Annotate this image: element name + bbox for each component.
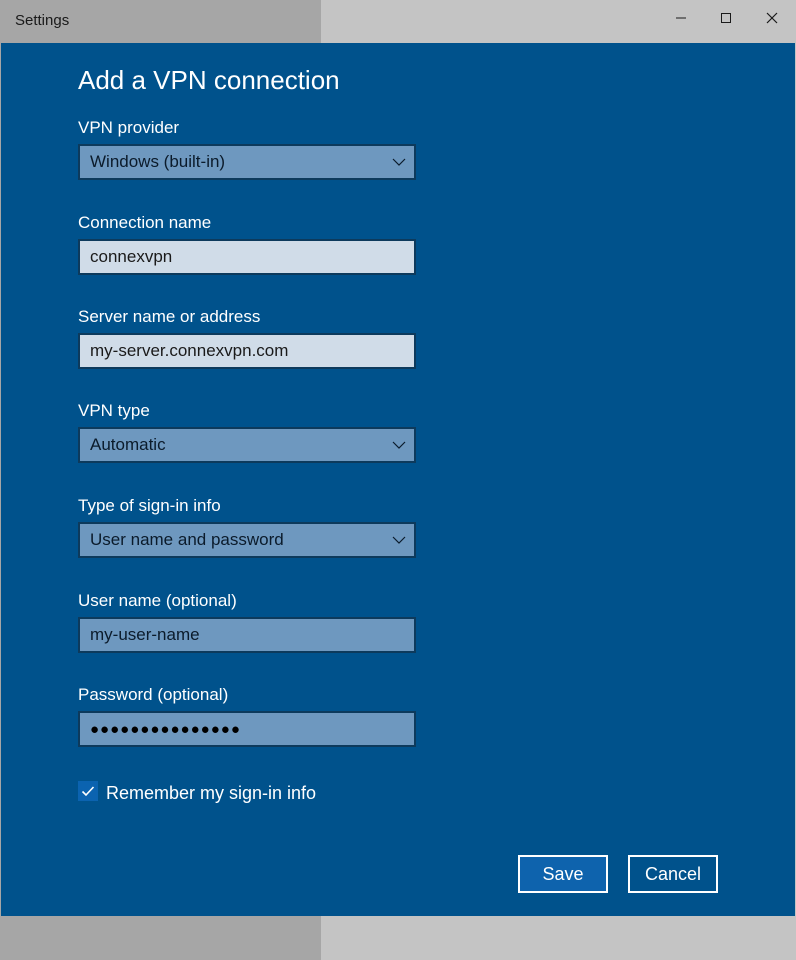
connection-name-value: connexvpn xyxy=(90,247,173,266)
remember-checkbox[interactable] xyxy=(78,781,98,801)
minimize-button[interactable] xyxy=(658,0,704,36)
server-input[interactable] xyxy=(78,333,416,369)
chevron-down-icon xyxy=(392,155,406,169)
connection-name-input[interactable] xyxy=(78,239,416,275)
remember-label[interactable]: Remember my sign-in info xyxy=(106,783,317,803)
vpn-provider-value: Windows (built-in) xyxy=(90,152,226,171)
username-value: my-user-name xyxy=(90,625,200,644)
title-bar xyxy=(0,0,796,42)
sign-in-type-label: Type of sign-in info xyxy=(78,496,221,515)
window-title: Settings xyxy=(15,12,70,29)
vpn-dialog xyxy=(1,43,795,916)
connection-name-label: Connection name xyxy=(78,213,212,232)
password-label: Password (optional) xyxy=(78,685,229,704)
server-label: Server name or address xyxy=(78,307,261,326)
password-input[interactable] xyxy=(78,711,416,747)
save-button[interactable]: Save xyxy=(518,855,608,893)
close-icon xyxy=(766,12,778,24)
username-input[interactable] xyxy=(78,617,416,653)
password-value: ●●●●●●●●●●●●●●● xyxy=(90,720,241,738)
checkmark-icon xyxy=(81,784,95,798)
maximize-icon xyxy=(720,12,732,24)
vpn-type-select[interactable] xyxy=(78,427,416,463)
maximize-button[interactable] xyxy=(703,0,749,36)
page-title: Add a VPN connection xyxy=(78,65,340,95)
vpn-provider-label: VPN provider xyxy=(78,118,180,137)
vpn-type-value: Automatic xyxy=(90,435,166,454)
server-value: my-server.connexvpn.com xyxy=(90,341,289,360)
vpn-type-label: VPN type xyxy=(78,401,150,420)
chevron-down-icon xyxy=(392,533,406,547)
sign-in-type-select[interactable] xyxy=(78,522,416,558)
cancel-button[interactable]: Cancel xyxy=(628,855,718,893)
minimize-icon xyxy=(675,12,687,24)
close-button[interactable] xyxy=(749,0,795,36)
username-label: User name (optional) xyxy=(78,591,237,610)
sign-in-type-value: User name and password xyxy=(90,530,284,549)
vpn-provider-select[interactable] xyxy=(78,144,416,180)
chevron-down-icon xyxy=(392,438,406,452)
